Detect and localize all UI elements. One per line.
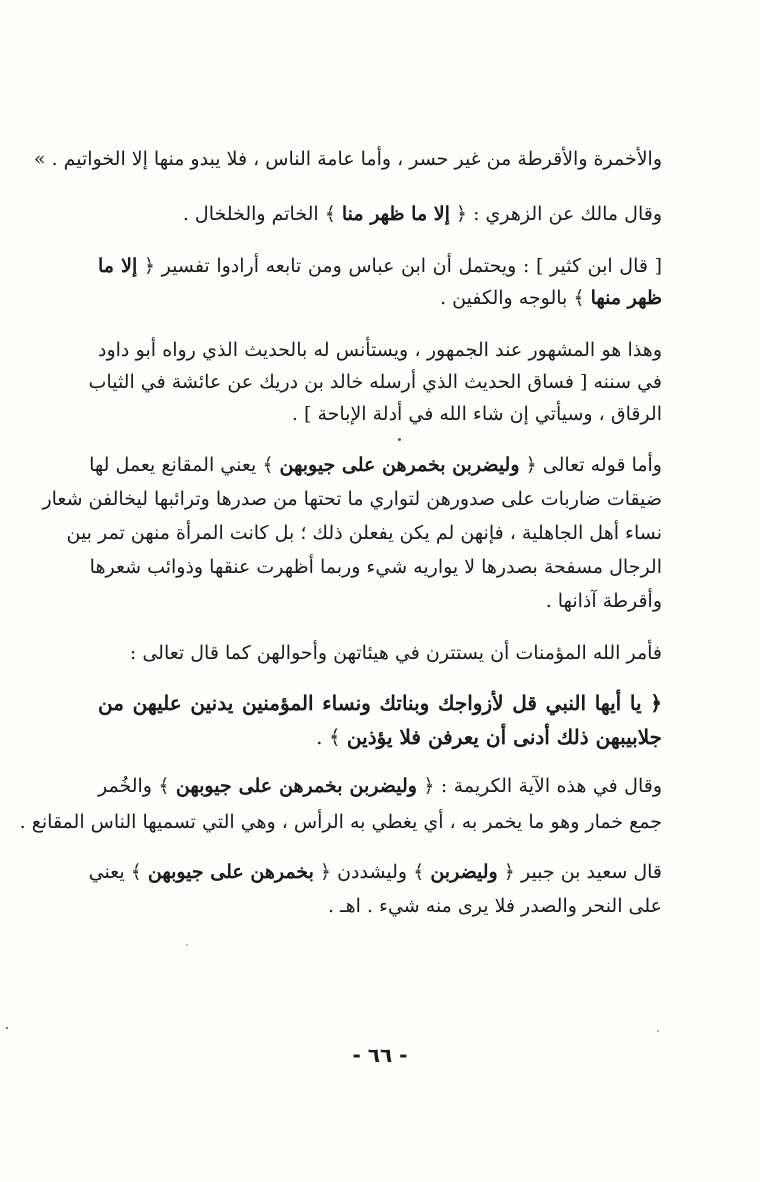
- text-line: [98, 198, 662, 230]
- text-run: ﴾ بالوجه والكفين .: [440, 287, 591, 309]
- text-line: [98, 770, 662, 802]
- quran-verse-line: [98, 721, 662, 753]
- text-run: وأما قوله تعالى ﴿: [519, 454, 662, 476]
- text-run: ﴾ يعني: [88, 861, 148, 883]
- scan-speck: [657, 1030, 659, 1032]
- text-run: ﴾ والخُمر: [98, 775, 176, 797]
- quran-quote: إلا ما: [98, 255, 138, 277]
- quran-verse-line: ﴿ يا أيها النبي قل لأزواجك وبناتك ونساء المؤمنين يدنين عليهن من: [98, 691, 662, 715]
- text-run: [ قال ابن كثير ] : ويحتمل أن ابن عباس ومن تابعه أرادوا تفسير ﴿: [137, 255, 662, 277]
- text-run: ﴾ يعني المقانع يعمل لها: [89, 454, 280, 476]
- quran-quote: بخمرهن على جيوبهن: [147, 861, 314, 883]
- text-line: على النحر والصدر فلا يرى منه شيء . اهـ .: [327, 895, 662, 917]
- text-run: قال سعيد بن جبير ﴿: [497, 861, 662, 883]
- scan-speck: [186, 944, 188, 946]
- text-run: ﴾ الخاتم والخلخال .: [182, 203, 342, 225]
- quran-quote: وليضربن بخمرهن على جيوبهن: [279, 454, 520, 476]
- text-line: في سننه [ فساق الحديث الذي أرسله خالد بن دريك عن عائشة في الثياب: [88, 371, 662, 393]
- scan-speck: [6, 1027, 8, 1029]
- quran-quote: جلابيبهن ذلك أدنى أن يعرفن فلا يؤذين: [346, 725, 662, 749]
- text-line: جمع خمار وهو ما يخمر به ، أي يغطي به الرأس ، وهي التي تسميها الناس المقانع .: [19, 811, 662, 833]
- text-line: ضيقات ضاربات على صدورهن لتواري ما تحتها من صدرها وترائبها ليخالفن شعار: [42, 488, 662, 510]
- text-line: والأخمرة والأقرطة من غير حسر ، وأما عامة الناس ، فلا يبدو منها إلا الخواتيم . »: [33, 148, 662, 170]
- quran-quote: ظهر منها: [590, 287, 662, 309]
- quran-quote: إلا ما ظهر منا: [341, 203, 450, 225]
- quran-quote: وليضربن: [430, 861, 498, 883]
- quran-quote: وليضربن بخمرهن على جيوبهن: [175, 775, 417, 797]
- page-number: - ٦٦ -: [352, 1043, 408, 1067]
- text-line: الرقاق ، وسيأتي إن شاء الله في أدلة الإباحة ] .: [291, 403, 662, 425]
- text-run: وقال مالك عن الزهري : ﴿: [449, 203, 662, 225]
- text-line: [98, 250, 662, 282]
- text-run: ﴾ وليشددن ﴿: [313, 861, 431, 883]
- scan-speck: [398, 438, 401, 441]
- text-line: وأقرطة آذانها .: [545, 590, 662, 612]
- text-line: الرجال مسفحة بصدرها لا يواريه شيء وربما أظهرت عنقها وذوائب شعرها: [89, 556, 662, 578]
- text-line: نساء أهل الجاهلية ، فإنهن لم يكن يفعلن ذلك ؛ بل كانت المرأة منهن تمر بين: [66, 522, 662, 544]
- text-line: [98, 282, 662, 314]
- text-line: [89, 449, 662, 481]
- text-line: وهذا هو المشهور عند الجمهور ، ويستأنس له بالحديث الذي رواه أبو داود: [98, 339, 662, 361]
- text-run: ﴾ .: [316, 725, 347, 749]
- text-line: [88, 856, 662, 888]
- text-run: وقال في هذه الآية الكريمة : ﴿: [416, 775, 662, 797]
- text-line: فأمر الله المؤمنات أن يستترن في هيئاتهن وأحوالهن كما قال تعالى :: [129, 642, 662, 664]
